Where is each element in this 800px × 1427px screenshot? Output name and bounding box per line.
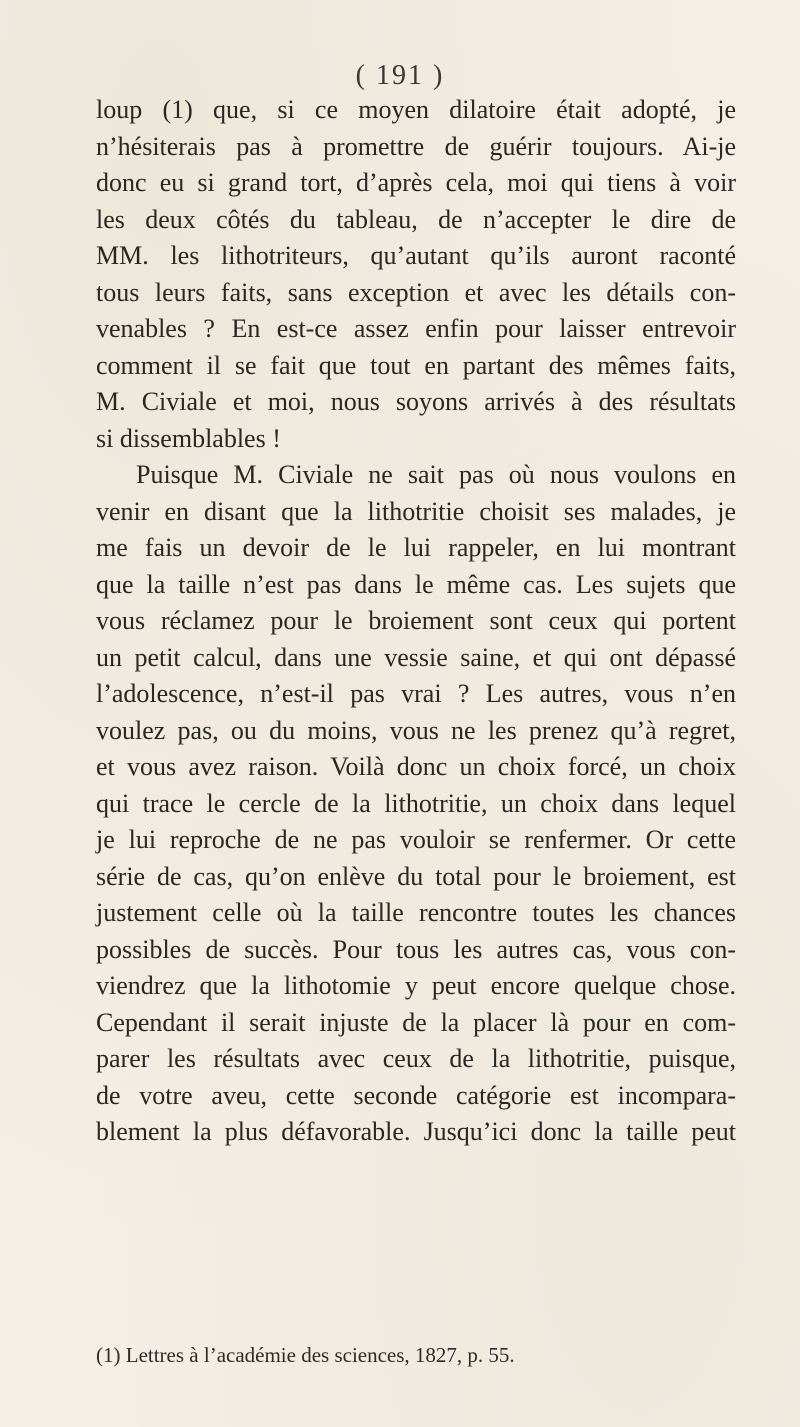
text-line: Cependant il serait injuste de la placer là pour en com- (96, 1007, 736, 1037)
text-line: voulez pas, ou du moins, vous ne les prenez qu’à regret, (96, 715, 736, 745)
text-line: je lui reproche de ne pas vouloir se renfermer. Or cette (96, 825, 736, 854)
text-line: vous réclamez pour le broiement sont ceux qui portent (96, 606, 736, 635)
text-line: viendrez que la lithotomie y peut encore quelque chose. (96, 971, 736, 1000)
text-line: venir en disant que la lithotritie choisit ses malades, je (96, 496, 736, 526)
text-line: de votre aveu, cette seconde catégorie est incompara- (96, 1080, 736, 1110)
body-text (96, 92, 736, 1151)
paragraph-2 (96, 457, 736, 1151)
text-line: les deux côtés du tableau, de n’accepter le dire de (96, 204, 736, 234)
footnote: (1) Lettres à l’académie des sciences, 1827, p. 55. (96, 1343, 515, 1367)
text-line: donc eu si grand tort, d’après cela, moi qui tiens à voir (96, 168, 736, 197)
text-line: justement celle où la taille rencontre toutes les chances (96, 898, 736, 927)
text-line: MM. les lithotriteurs, qu’autant qu’ils auront raconté (96, 241, 736, 270)
text-line: que la taille n’est pas dans le même cas. Les sujets que (96, 569, 736, 599)
text-line: tous leurs faits, sans exception et avec les détails con- (96, 277, 736, 307)
text-line: n’hésiterais pas à promettre de guérir toujours. Ai-je (96, 131, 736, 161)
text-line: venables ? En est-ce assez enfin pour laisser entrevoir (96, 314, 736, 343)
text-line: M. Civiale et moi, nous soyons arrivés à des résultats (96, 387, 736, 416)
text-line: comment il se fait que tout en partant des mêmes faits, (96, 350, 736, 380)
text-line: série de cas, qu’on enlève du total pour le broiement, est (96, 861, 736, 891)
paragraph-1 (96, 92, 736, 457)
text-line: blement la plus défavorable. Jusqu’ici donc la taille peut (96, 1117, 736, 1146)
text-line: si dissemblables ! (96, 423, 281, 453)
text-line: un petit calcul, dans une vessie saine, et qui ont dépassé (96, 642, 736, 672)
text-line: possibles de succès. Pour tous les autres cas, vous con- (96, 934, 736, 964)
text-line: l’adolescence, n’est-il pas vrai ? Les autres, vous n’en (96, 679, 736, 708)
text-line: parer les résultats avec ceux de la lithotritie, puisque, (96, 1044, 736, 1073)
text-line: qui trace le cercle de la lithotritie, un choix dans lequel (96, 788, 736, 818)
text-line: me fais un devoir de le lui rappeler, en lui montrant (96, 533, 736, 562)
text-line: loup (1) que, si ce moyen dilatoire était adopté, je (96, 95, 736, 124)
text-line: et vous avez raison. Voilà donc un choix forcé, un choix (96, 752, 736, 781)
page-number: ( 191 ) (355, 60, 445, 91)
text-line: Puisque M. Civiale ne sait pas où nous voulons en (136, 460, 736, 489)
